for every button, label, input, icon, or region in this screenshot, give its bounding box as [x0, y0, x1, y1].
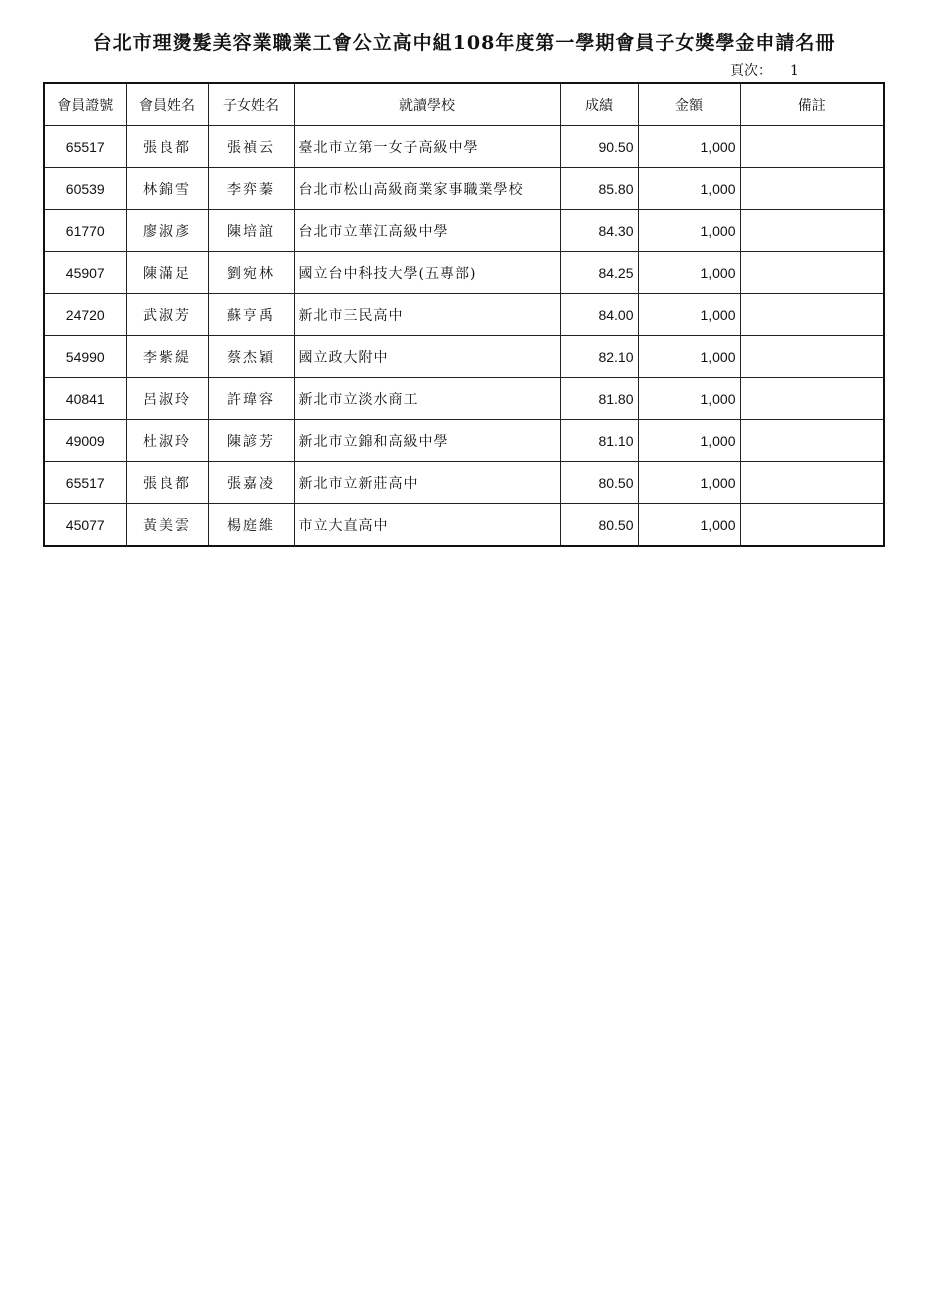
- cell-member-id: 24720: [44, 294, 126, 336]
- table-row: [44, 336, 884, 378]
- cell-school: 臺北市立第一女子高級中學: [294, 126, 560, 168]
- cell-remark: [740, 294, 884, 336]
- cell-remark: [740, 462, 884, 504]
- header-child-name: 子女姓名: [208, 83, 294, 126]
- cell-school: 市立大直高中: [294, 504, 560, 547]
- cell-score: 84.00: [560, 294, 638, 336]
- cell-score: 82.10: [560, 336, 638, 378]
- cell-child-name: 李弈蓁: [208, 168, 294, 210]
- cell-member-name: 黃美雲: [126, 504, 208, 547]
- header-school: 就讀學校: [294, 83, 560, 126]
- cell-child-name: 張嘉凌: [208, 462, 294, 504]
- cell-member-id: 49009: [44, 420, 126, 462]
- cell-child-name: 劉宛林: [208, 252, 294, 294]
- cell-member-name: 杜淑玲: [126, 420, 208, 462]
- cell-child-name: 蔡杰穎: [208, 336, 294, 378]
- page-number-value: 1: [790, 63, 799, 79]
- table-row: [44, 126, 884, 168]
- cell-amount: 1,000: [638, 168, 740, 210]
- table-body: [44, 126, 884, 547]
- header-remark: 備註: [740, 83, 884, 126]
- cell-score: 80.50: [560, 504, 638, 547]
- cell-amount: 1,000: [638, 126, 740, 168]
- cell-remark: [740, 378, 884, 420]
- cell-remark: [740, 252, 884, 294]
- cell-school: 國立台中科技大學(五專部): [294, 252, 560, 294]
- cell-member-id: 40841: [44, 378, 126, 420]
- cell-amount: 1,000: [638, 252, 740, 294]
- page-number: [730, 60, 799, 80]
- cell-member-id: 65517: [44, 462, 126, 504]
- cell-remark: [740, 504, 884, 547]
- cell-member-id: 61770: [44, 210, 126, 252]
- table-row: [44, 294, 884, 336]
- cell-school: 新北市三民高中: [294, 294, 560, 336]
- cell-school: 台北市立華江高級中學: [294, 210, 560, 252]
- cell-child-name: 蘇亨禹: [208, 294, 294, 336]
- cell-amount: 1,000: [638, 210, 740, 252]
- cell-member-name: 廖淑彥: [126, 210, 208, 252]
- table-row: [44, 168, 884, 210]
- cell-member-name: 張良都: [126, 462, 208, 504]
- cell-member-id: 65517: [44, 126, 126, 168]
- cell-member-name: 武淑芳: [126, 294, 208, 336]
- header-member-name: 會員姓名: [126, 83, 208, 126]
- table-header-row: [44, 83, 884, 126]
- cell-child-name: 陳培誼: [208, 210, 294, 252]
- cell-amount: 1,000: [638, 420, 740, 462]
- table-row: [44, 420, 884, 462]
- cell-member-name: 呂淑玲: [126, 378, 208, 420]
- cell-member-id: 60539: [44, 168, 126, 210]
- cell-member-name: 林錦雪: [126, 168, 208, 210]
- document-title: 台北市理燙髮美容業職業工會公立高中組108年度第一學期會員子女獎學金申請名冊: [92, 32, 836, 54]
- cell-amount: 1,000: [638, 294, 740, 336]
- page-number-label: 頁次：: [730, 63, 772, 79]
- cell-child-name: 張禎云: [208, 126, 294, 168]
- cell-amount: 1,000: [638, 378, 740, 420]
- cell-score: 81.80: [560, 378, 638, 420]
- table-row: [44, 504, 884, 547]
- cell-amount: 1,000: [638, 504, 740, 547]
- header-amount: 金額: [638, 83, 740, 126]
- cell-member-id: 54990: [44, 336, 126, 378]
- cell-score: 80.50: [560, 462, 638, 504]
- cell-amount: 1,000: [638, 462, 740, 504]
- cell-school: 新北市立錦和高級中學: [294, 420, 560, 462]
- cell-child-name: 許瑋容: [208, 378, 294, 420]
- cell-school: 國立政大附中: [294, 336, 560, 378]
- cell-member-id: 45907: [44, 252, 126, 294]
- cell-child-name: 楊庭維: [208, 504, 294, 547]
- cell-remark: [740, 336, 884, 378]
- cell-school: 新北市立淡水商工: [294, 378, 560, 420]
- cell-score: 90.50: [560, 126, 638, 168]
- cell-amount: 1,000: [638, 336, 740, 378]
- cell-member-name: 陳滿足: [126, 252, 208, 294]
- cell-member-name: 李紫緹: [126, 336, 208, 378]
- cell-score: 85.80: [560, 168, 638, 210]
- table-row: [44, 252, 884, 294]
- cell-remark: [740, 126, 884, 168]
- cell-school: 新北市立新莊高中: [294, 462, 560, 504]
- cell-remark: [740, 168, 884, 210]
- cell-member-id: 45077: [44, 504, 126, 547]
- cell-remark: [740, 210, 884, 252]
- scholarship-roster-table: [43, 82, 885, 547]
- table-row: [44, 378, 884, 420]
- header-member-id: 會員證號: [44, 83, 126, 126]
- cell-remark: [740, 420, 884, 462]
- cell-school: 台北市松山高級商業家事職業學校: [294, 168, 560, 210]
- table-row: [44, 462, 884, 504]
- cell-member-name: 張良都: [126, 126, 208, 168]
- header-score: 成績: [560, 83, 638, 126]
- cell-child-name: 陳諺芳: [208, 420, 294, 462]
- cell-score: 81.10: [560, 420, 638, 462]
- cell-score: 84.30: [560, 210, 638, 252]
- cell-score: 84.25: [560, 252, 638, 294]
- table-row: [44, 210, 884, 252]
